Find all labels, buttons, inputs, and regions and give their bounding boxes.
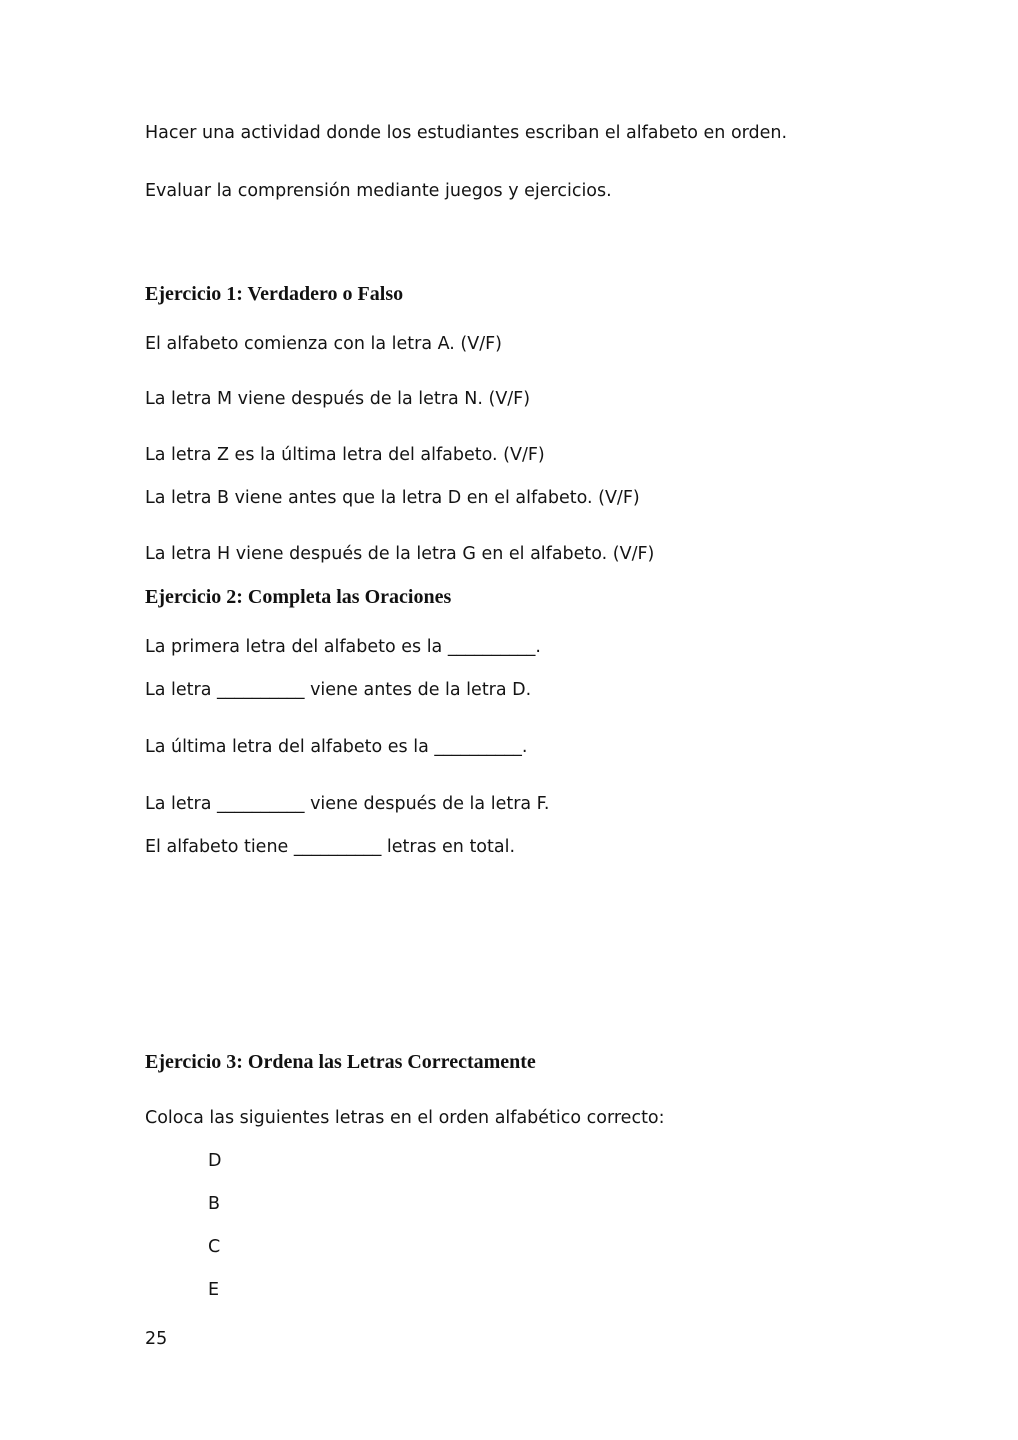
exercise3-instruction: Coloca las siguientes letras en el orden alfabético correcto: xyxy=(145,1108,665,1128)
exercise2-item: La letra __________ viene antes de la letra D. xyxy=(145,680,532,700)
exercise3-letter: C xyxy=(208,1237,221,1257)
exercise2-item: El alfabeto tiene __________ letras en total. xyxy=(145,837,516,857)
exercise1-item: La letra H viene después de la letra G en el alfabeto. (V/F) xyxy=(145,544,655,564)
page-number: 25 xyxy=(145,1329,168,1349)
exercise1-item: La letra M viene después de la letra N. (V/F) xyxy=(145,389,531,409)
exercise2-item: La última letra del alfabeto es la __________. xyxy=(145,737,528,757)
exercise1-item: La letra B viene antes que la letra D en el alfabeto. (V/F) xyxy=(145,488,640,508)
exercise1-title: Ejercicio 1: Verdadero o Falso xyxy=(145,283,404,305)
exercise2-item: La letra __________ viene después de la letra F. xyxy=(145,794,550,814)
intro-line: Evaluar la comprensión mediante juegos y ejercicios. xyxy=(145,181,612,201)
exercise3-letter: D xyxy=(208,1151,222,1171)
exercise2-title: Ejercicio 2: Completa las Oraciones xyxy=(145,586,452,608)
exercise1-item: La letra Z es la última letra del alfabeto. (V/F) xyxy=(145,445,545,465)
exercise2-item: La primera letra del alfabeto es la __________. xyxy=(145,637,541,657)
exercise3-letter: E xyxy=(208,1280,220,1300)
exercise3-title: Ejercicio 3: Ordena las Letras Correctamente xyxy=(145,1051,536,1073)
exercise3-letter: B xyxy=(208,1194,221,1214)
exercise1-item: El alfabeto comienza con la letra A. (V/F) xyxy=(145,334,503,354)
intro-line: Hacer una actividad donde los estudiantes escriban el alfabeto en orden. xyxy=(145,123,788,143)
